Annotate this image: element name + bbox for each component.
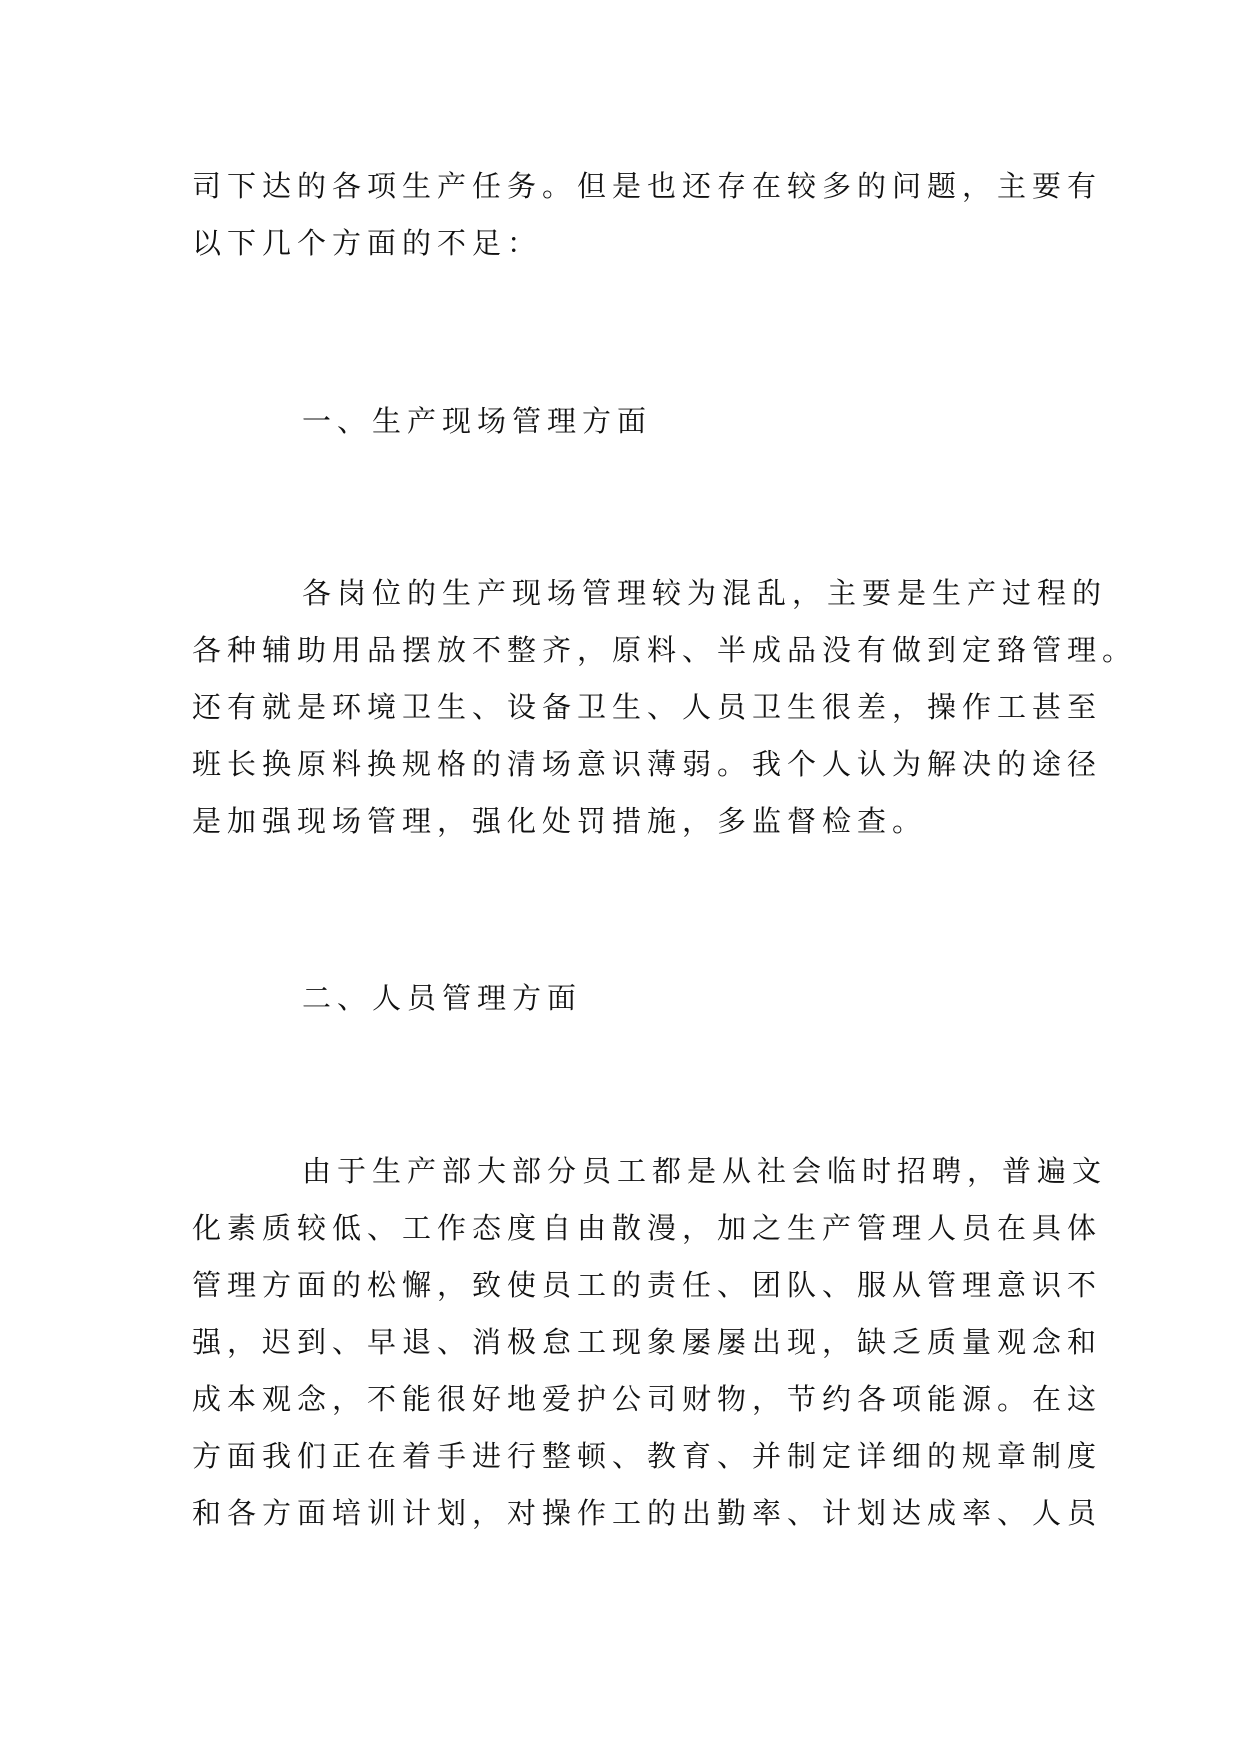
paragraph-line: 以下几个方面的不足： <box>192 226 543 260</box>
section-heading-personnel-management <box>192 970 1162 1027</box>
paragraph-line: 成本观念，不能很好地爱护公司财物，节约各项能源。在这 <box>192 1382 1103 1416</box>
paragraph-line: 由于生产部大部分员工都是从社会临时招聘，普遍文 <box>302 1154 1108 1188</box>
paragraph-line: 各种辅助用品摆放不整齐，原料、半成品没有做到定臵管理。 <box>192 633 1138 667</box>
paragraph-line: 方面我们正在着手进行整顿、教育、并制定详细的规章制度 <box>192 1439 1103 1473</box>
paragraph-line: 是加强现场管理，强化处罚措施，多监督检查。 <box>192 804 928 838</box>
paragraph-line: 班长换原料换规格的清场意识薄弱。我个人认为解决的途径 <box>192 747 1103 781</box>
section-heading-text: 一、生产现场管理方面 <box>302 404 653 438</box>
paragraph-site-management <box>192 565 1138 850</box>
paragraph-line: 和各方面培训计划，对操作工的出勤率、计划达成率、人员 <box>192 1496 1103 1530</box>
paragraph-line: 各岗位的生产现场管理较为混乱，主要是生产过程的 <box>302 576 1108 610</box>
paragraph-line: 化素质较低、工作态度自由散漫，加之生产管理人员在具体 <box>192 1211 1103 1245</box>
paragraph-line: 还有就是环境卫生、设备卫生、人员卫生很差，操作工甚至 <box>192 690 1103 724</box>
intro-paragraph <box>192 158 1103 272</box>
section-heading-text: 二、人员管理方面 <box>302 981 583 1015</box>
paragraph-personnel-management <box>192 1143 1108 1542</box>
section-heading-site-management <box>192 393 1162 450</box>
paragraph-line: 管理方面的松懈，致使员工的责任、团队、服从管理意识不 <box>192 1268 1103 1302</box>
paragraph-line: 司下达的各项生产任务。但是也还存在较多的问题，主要有 <box>192 169 1103 203</box>
paragraph-line: 强，迟到、早退、消极怠工现象屡屡出现，缺乏质量观念和 <box>192 1325 1103 1359</box>
